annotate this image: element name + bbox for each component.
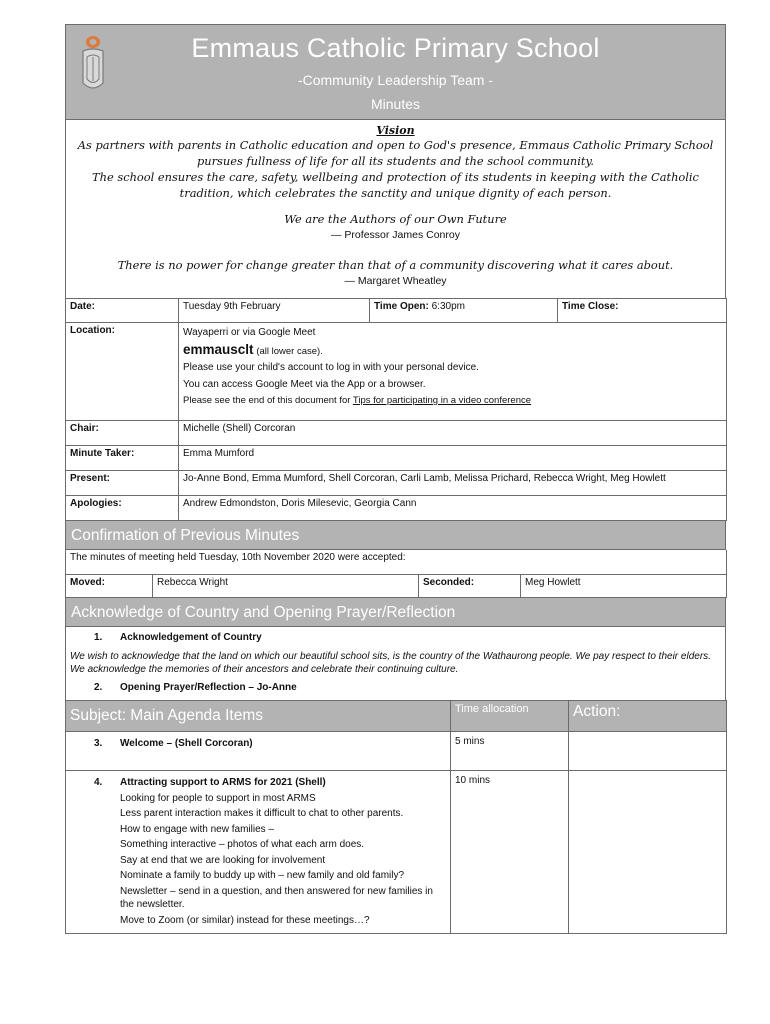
note-line: Less parent interaction makes it difficult to chat to other parents. bbox=[120, 808, 404, 820]
location-line-4: You can access Google Meet via the App or a browser. bbox=[183, 378, 426, 390]
moved-value: Rebecca Wright bbox=[153, 574, 419, 597]
present-label: Present: bbox=[66, 471, 179, 496]
note-line: Something interactive – photos of what each arm does. bbox=[120, 839, 365, 851]
quote-2: There is no power for change greater than that of a community discovering what it cares about. bbox=[117, 258, 674, 272]
quote-2-author: — Margaret Wheatley bbox=[344, 275, 447, 287]
list-item: 1. Acknowledgement of Country bbox=[94, 631, 262, 643]
item-1-title: Acknowledgement of Country bbox=[120, 631, 262, 643]
agenda-item-title: Attracting support to ARMS for 2021 (Shell) bbox=[120, 776, 326, 788]
note-line: Nominate a family to buddy up with – new family and old family? bbox=[120, 870, 405, 882]
location-line-5: Please see the end of this document for Tips for participating in a video conference bbox=[183, 395, 532, 406]
table-row bbox=[66, 323, 727, 421]
vision-line-1: As partners with parents in Catholic education and open to God's presence, Emmaus Catholic Primary School pursues fullness of life for all its students and the school community. bbox=[77, 138, 714, 168]
table-row bbox=[66, 299, 727, 323]
agenda-header-row bbox=[66, 700, 727, 731]
time-heading: Time allocation bbox=[451, 700, 569, 731]
previous-minutes-table bbox=[65, 550, 727, 598]
agenda-item-cell bbox=[66, 731, 451, 770]
agenda-item-title: Welcome – (Shell Corcoran) bbox=[120, 737, 253, 749]
agenda-item-cell bbox=[66, 770, 451, 933]
chair-value: Michelle (Shell) Corcoran bbox=[179, 421, 727, 446]
date-value: Tuesday 9th February bbox=[179, 299, 370, 323]
document-header bbox=[65, 24, 726, 120]
time-open-cell bbox=[370, 299, 558, 323]
table-row bbox=[66, 770, 727, 933]
vision-statement bbox=[65, 120, 726, 298]
team-name: -Community Leadership Team - bbox=[297, 72, 494, 88]
agenda-table bbox=[65, 700, 727, 934]
agenda-item-action bbox=[569, 770, 727, 933]
action-heading: Action: bbox=[569, 700, 727, 731]
meet-code: emmausclt bbox=[183, 341, 254, 357]
meeting-details-table bbox=[65, 298, 727, 521]
location-value bbox=[179, 323, 727, 421]
list-item: 3. Welcome – (Shell Corcoran) bbox=[94, 737, 253, 749]
table-row bbox=[66, 550, 727, 574]
note-line: Looking for people to support in most ARMS bbox=[120, 792, 316, 804]
document-type: Minutes bbox=[370, 96, 421, 112]
minutes-document bbox=[65, 24, 726, 934]
location-line-3: Please use your child's account to log in with your personal device. bbox=[183, 362, 479, 373]
note-line: How to engage with new families – bbox=[120, 823, 274, 835]
previous-minutes-statement: The minutes of meeting held Tuesday, 10th November 2020 were accepted: bbox=[66, 550, 727, 574]
location-line-1: Wayaperri or via Google Meet bbox=[183, 327, 316, 338]
table-row bbox=[66, 446, 727, 471]
video-tips-link[interactable]: Tips for participating in a video conference bbox=[352, 395, 532, 406]
previous-minutes-heading: Confirmation of Previous Minutes bbox=[65, 521, 726, 550]
note-line: Newsletter – send in a question, and then answered for new families in the newsletter. bbox=[120, 886, 433, 911]
acknowledge-heading: Acknowledge of Country and Opening Prayer/Reflection bbox=[65, 598, 726, 627]
subject-heading: Subject: Main Agenda Items bbox=[66, 700, 451, 731]
time-open-label: Time Open: bbox=[374, 301, 429, 312]
seconded-value: Meg Howlett bbox=[521, 574, 727, 597]
time-open-value: 6:30pm bbox=[431, 301, 465, 312]
moved-label: Moved: bbox=[66, 574, 153, 597]
present-value: Jo-Anne Bond, Emma Mumford, Shell Corcoran, Carli Lamb, Melissa Prichard, Rebecca Wright, Meg Howlett bbox=[179, 471, 727, 496]
agenda-item-action bbox=[569, 731, 727, 770]
apologies-value: Andrew Edmondston, Doris Milesevic, Georgia Cann bbox=[179, 496, 727, 521]
table-row bbox=[66, 471, 727, 496]
vision-title: Vision bbox=[376, 124, 415, 137]
vision-line-2: The school ensures the care, safety, wellbeing and protection of its students in keeping with the Catholic tradition, which celebrates the sanctity and unique dignity of each person. bbox=[92, 170, 699, 200]
acknowledge-section bbox=[65, 627, 726, 700]
item-2-title: Opening Prayer/Reflection – Jo-Anne bbox=[120, 681, 297, 693]
location-code-line bbox=[183, 342, 722, 361]
school-name: Emmaus Catholic Primary School bbox=[191, 33, 600, 63]
agenda-item-time: 10 mins bbox=[451, 770, 569, 933]
list-item: 4. Attracting support to ARMS for 2021 (Shell) bbox=[94, 776, 326, 788]
quote-1-author: — Professor James Conroy bbox=[331, 229, 460, 241]
note-line: Say at end that we are looking for involvement bbox=[120, 854, 326, 866]
list-item: 2. Opening Prayer/Reflection – Jo-Anne bbox=[94, 681, 297, 693]
table-row bbox=[66, 421, 727, 446]
acknowledgement-text: We wish to acknowledge that the land on which our beautiful school sits, is the country of the Wathaurong people. We pay respect to their elders. We acknowledge the memories of their ancestors and celebrate their continuing culture. bbox=[70, 650, 711, 675]
chair-label: Chair: bbox=[66, 421, 179, 446]
meet-code-note: (all lower case). bbox=[256, 345, 323, 357]
agenda-notes bbox=[70, 791, 446, 929]
minute-taker-label: Minute Taker: bbox=[66, 446, 179, 471]
note-line: Move to Zoom (or similar) instead for these meetings…? bbox=[120, 915, 370, 927]
table-row bbox=[66, 574, 727, 597]
agenda-item-time: 5 mins bbox=[451, 731, 569, 770]
table-row bbox=[66, 496, 727, 521]
apologies-label: Apologies: bbox=[66, 496, 179, 521]
table-row bbox=[66, 731, 727, 770]
quote-1: We are the Authors of our Own Future bbox=[284, 212, 507, 226]
date-label: Date: bbox=[66, 299, 179, 323]
time-close-label: Time Close: bbox=[558, 299, 727, 323]
location-label: Location: bbox=[66, 323, 179, 421]
seconded-label: Seconded: bbox=[419, 574, 521, 597]
minute-taker-value: Emma Mumford bbox=[179, 446, 727, 471]
